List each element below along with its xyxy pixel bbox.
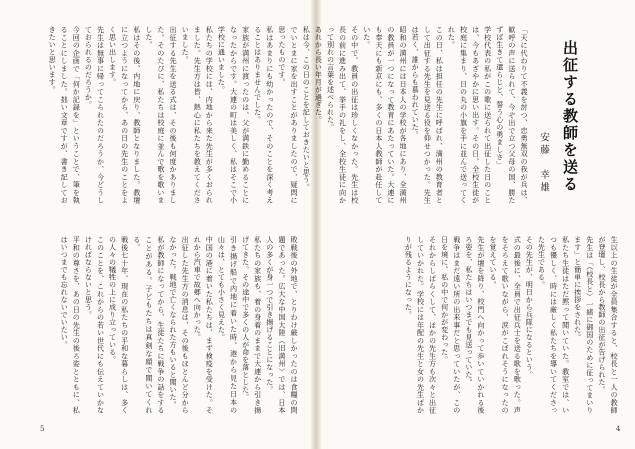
page-number-left: 5 <box>40 425 45 433</box>
left-page-upper-text: でいとまに家を出すことがありましたので、疑問に思ったものです。 私はあまりにも幼かったので、そのことを深く考えることはありませんでした。 家族が満州に渡ったのは、父が満鉄に勤めることになったからです。大連の町は美しく、私はそこで小学校に通いました。 私たちの学校には、内地から来た先生が多くおられました。先生方は皆、熱心に私たちを教えてくださいました。 出征する先生を送る式は、その後も何度かありました。そのたびに、私たちは校庭に並んで歌を歌いました。 私はその後、内地に戻り、教師となりました。教壇に立つようになってから、あの日の先生のことをよく思い出します。 先生は無事に帰ってこられたのだろうか、今どうしておられるのだろうか。 今回の企画で「何か記録を」ということで、筆を執ることにしました。拙い文章ですが、書き記しておきたいと思います。 <box>48 26 299 204</box>
right-page-upper-text: 「天に代わりて不義を討つ、忠勇無双の我が兵は、歓呼の声に送られて、今ぞ出で立つ父母の国、勝たずば生きて還らじと、誓う心の勇ましさ」 学校代表の私がこの歌に送られて出征した日のことは、今もあざやかに思い出す。その日、全校生徒が校庭に集まり、日の丸の小旗を手に並んで送ってくれた。 この日、私は担任の先生に呼ばれ、満州の教育者として出征する先生を見送る役を仰せつかった。先生は若く、誰からも慕われていた。 昭和の満州には日本人の学校が各地にあり、全満州の教員が一つになって教育にあたっていた。大連にも奉天にも新京にも、多くの日本人教師が赴任していた。 その中で、教員の出征は珍しくなかった。先生は校長の前に進み出て、挙手の礼をし、全校生徒に向かって別れの言葉を述べられた。 あれから長い年月が過ぎた。 私は今、この日のことを記しておきたいと思う。 <box>302 26 529 204</box>
article-title: 出征する教師を送る <box>561 40 579 193</box>
article-author: 安藤 幸雄 <box>538 132 549 195</box>
page-number-right: 4 <box>616 425 621 433</box>
right-page-lower-text: 生以上の生徒が全員集合すると、校長と一人の教師が登壇し、校長から教師の出征が告げられた。 先生は「（校長と）一緒に御国のために征ってまいります」と簡単に挨拶をされた。 私たち生徒はただ黙って聞いていた。教室では、いつも優しく、時には厳しく私たちを導いてくださった先生である。 その先生が、明日から兵隊になるという。 式の最後に、全員で出征兵士を送る歌を歌った。声をそろえて歌いながら、涙がこぼれそうになったのを覚えている。 先生が壇を降り、校門へ向かって歩いていかれる後ろ姿を、私たちはいつまでも見送っていた。 戦争はまだ遠い所の出来事だと思っていたが、この日を境に、私の中で何かが変わった。 それからしばらくして、ほかの先生方も次々と出征していかれた。学校には年配の先生と女の先生ばかりが残るようになった。 <box>404 236 619 414</box>
left-page-lower-text: 敗戦後の外地で、とりわけ厳しかったのは食糧の問題であった。広大な中国大陸（旧満州）では、日本人の多くが身一つで引き揚げることになった。 私たちの家族も、着の身着のままで大連から引き揚げてきた。その途中で多くの人が命を落とした。 引き揚げ船で内地に着いた時、港から見た日本の山々は、とても小さく見えた。 中国の港に着いた私たちは、まず検疫を受けた。それから汽車で故郷へ向かった。 出征した先生方の消息は、その後もほとんど分からなかった。戦地で亡くなられた方もいると聞いた。 私が教師になってから、生徒たちに戦争の話をすることがある。子どもたちは真剣な顔で聞いてくれる。 戦後七十年、現在の私たちの平和な暮らしは、多くの人々の犠牲の上に成り立っている。 このことを、これからの若い世代にも伝えていかなければならないと思う。 平和の尊さを、あの日の先生の後ろ姿とともに、私はいつまでも忘れないでいたい。 <box>60 236 299 414</box>
